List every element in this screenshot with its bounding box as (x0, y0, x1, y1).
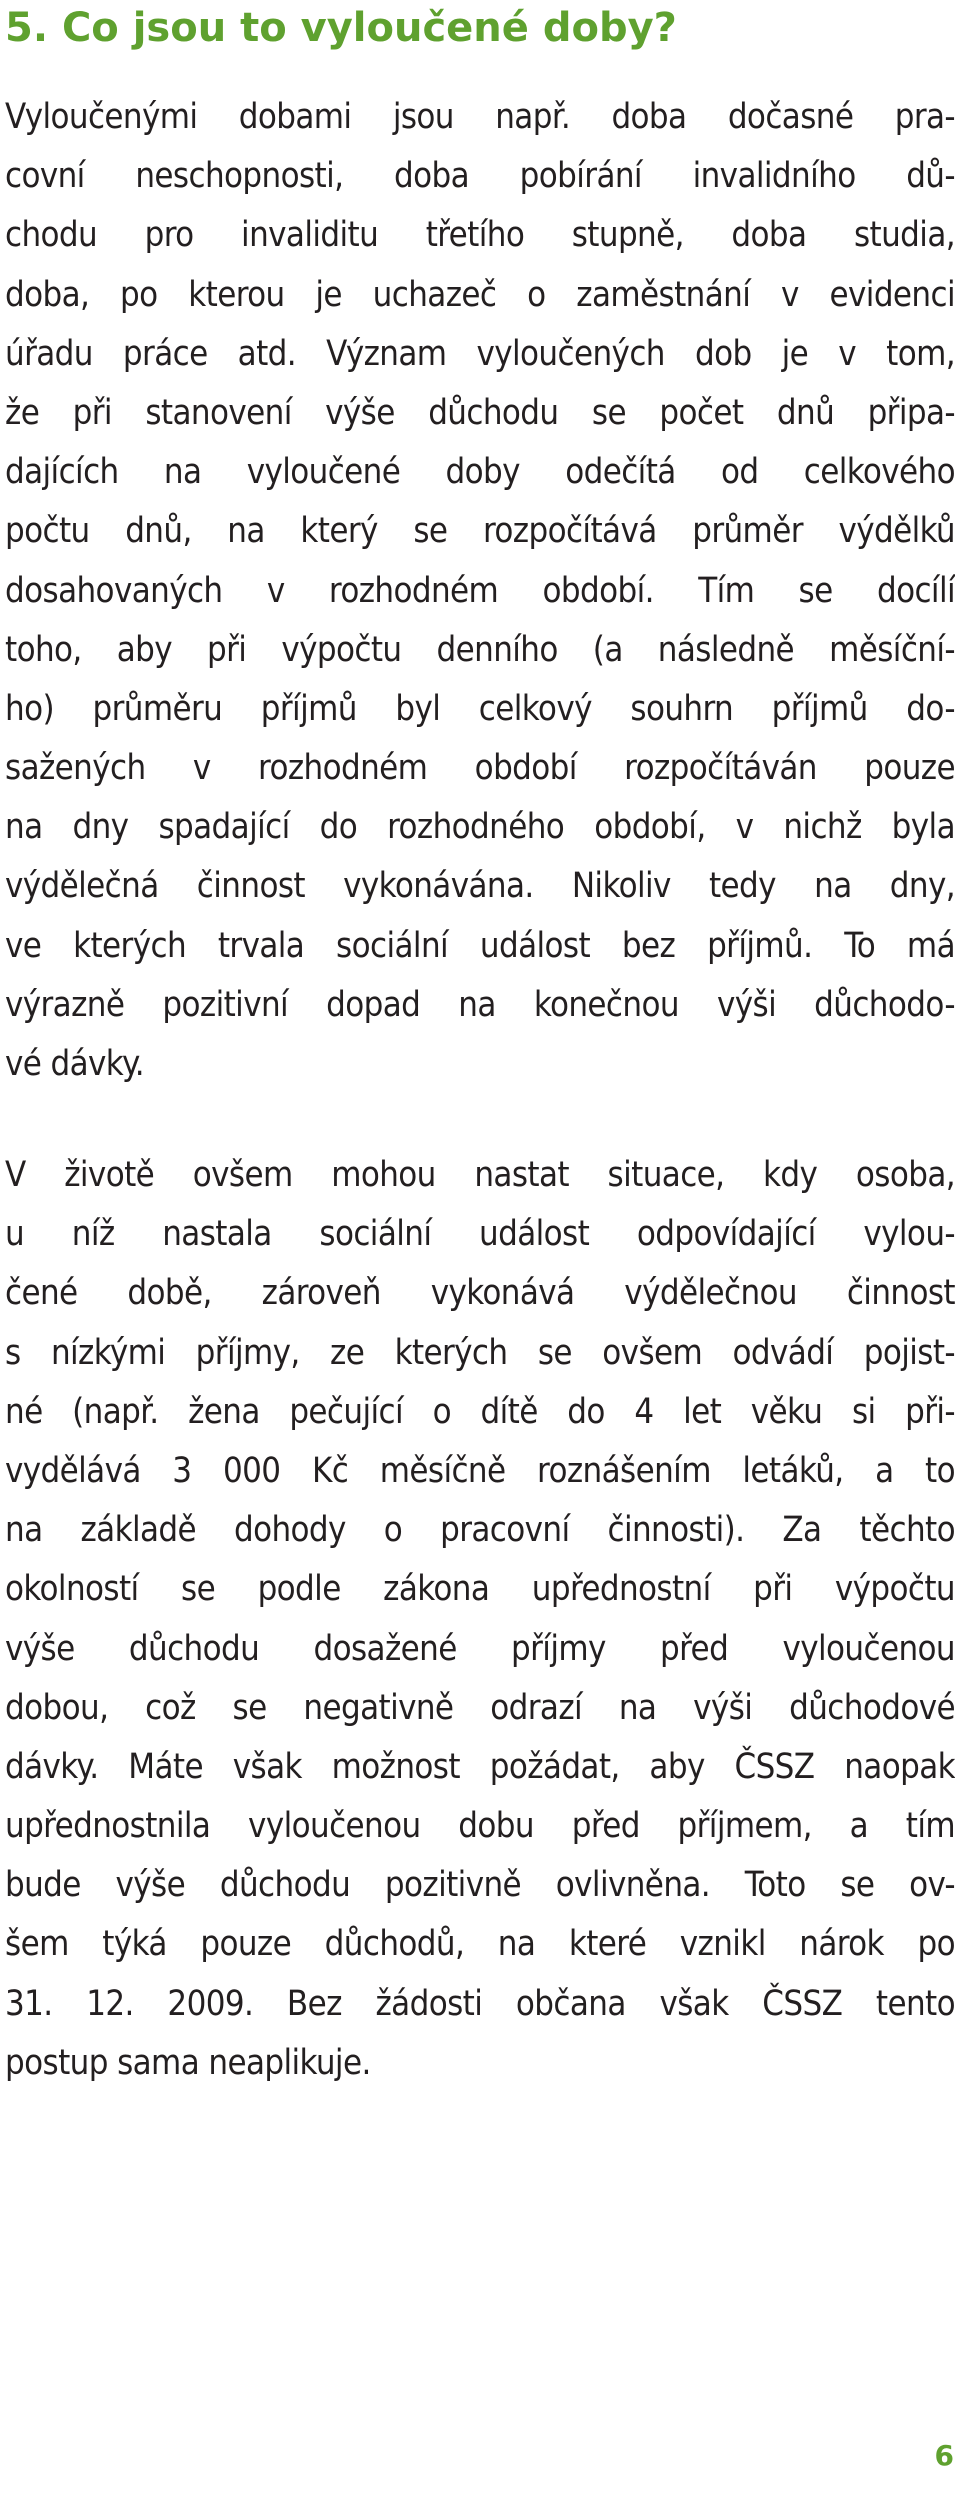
text-line: postup sama neaplikuje. (5, 2042, 371, 2083)
text-line: okolností se podle zákona upřednostní při výpočtu (5, 1569, 955, 1610)
text-line: dávky. Máte však možnost požádat, aby ČSSZ naopak (5, 1746, 955, 1787)
text-line: výrazně pozitivní dopad na konečnou výši důchodo- (5, 984, 955, 1025)
text-line: vé dávky. (5, 1044, 145, 1084)
text-line: toho, aby při výpočtu denního (a následně měsíční- (5, 629, 955, 670)
text-line: že při stanovení výše důchodu se počet dnů připa- (5, 392, 955, 433)
text-line: počtu dnů, na který se rozpočítává průměr výdělků (5, 511, 955, 552)
text-line: šem týká pouze důchodů, na které vznikl nárok po (5, 1924, 955, 1965)
paragraph-excluded-periods-definition (5, 88, 955, 1094)
section-heading: 5. Co jsou to vyloučené doby? (5, 5, 677, 51)
text-line: výše důchodu dosažené příjmy před vyloučenou (5, 1628, 955, 1669)
page-number: 6 (934, 2439, 954, 2472)
text-line: sažených v rozhodném období rozpočítáván pouze (5, 748, 955, 789)
text-line: čené době, zároveň vykonává výdělečnou činnost (5, 1273, 955, 1314)
text-line: s nízkými příjmy, ze kterých se ovšem odvádí pojist- (5, 1332, 955, 1373)
text-line: dobou, což se negativně odrazí na výši důchodové (5, 1687, 955, 1728)
text-line: vydělává 3 000 Kč měsíčně roznášením letáků, a to (5, 1450, 955, 1491)
text-line: výdělečná činnost vykonávána. Nikoliv tedy na dny, (5, 866, 955, 907)
text-line: doba, po kterou je uchazeč o zaměstnání v evidenci (5, 274, 955, 315)
text-line: ho) průměru příjmů byl celkový souhrn příjmů do- (5, 688, 955, 729)
text-line: né (např. žena pečující o dítě do 4 let věku si při- (5, 1391, 955, 1432)
text-line: u níž nastala sociální událost odpovídající vylou- (5, 1214, 955, 1255)
text-line: chodu pro invaliditu třetího stupně, doba studia, (5, 215, 955, 256)
text-line: na dny spadající do rozhodného období, v nichž byla (5, 807, 955, 848)
text-line: na základě dohody o pracovní činnosti). Za těchto (5, 1510, 955, 1551)
text-line: V životě ovšem mohou nastat situace, kdy osoba, (5, 1155, 955, 1195)
text-line: dosahovaných v rozhodném období. Tím se docílí (5, 570, 955, 611)
text-line: bude výše důchodu pozitivně ovlivněna. Toto se ov- (5, 1865, 955, 1906)
text-line: ve kterých trvala sociální událost bez příjmů. To má (5, 925, 955, 966)
text-line: upřednostnila vyloučenou dobu před příjmem, a tím (5, 1806, 955, 1847)
text-line: 31. 12. 2009. Bez žádosti občana však ČSSZ tento (5, 1983, 955, 2024)
text-line: covní neschopnosti, doba pobírání invalidního dů- (5, 156, 955, 197)
text-line: Vyloučenými dobami jsou např. doba dočasné pra- (5, 97, 955, 137)
text-line: dajících na vyloučené doby odečítá od celkového (5, 452, 955, 493)
paragraph-excluded-periods-exceptions (5, 1146, 955, 2093)
text-line: úřadu práce atd. Význam vyloučených dob je v tom, (5, 333, 955, 374)
